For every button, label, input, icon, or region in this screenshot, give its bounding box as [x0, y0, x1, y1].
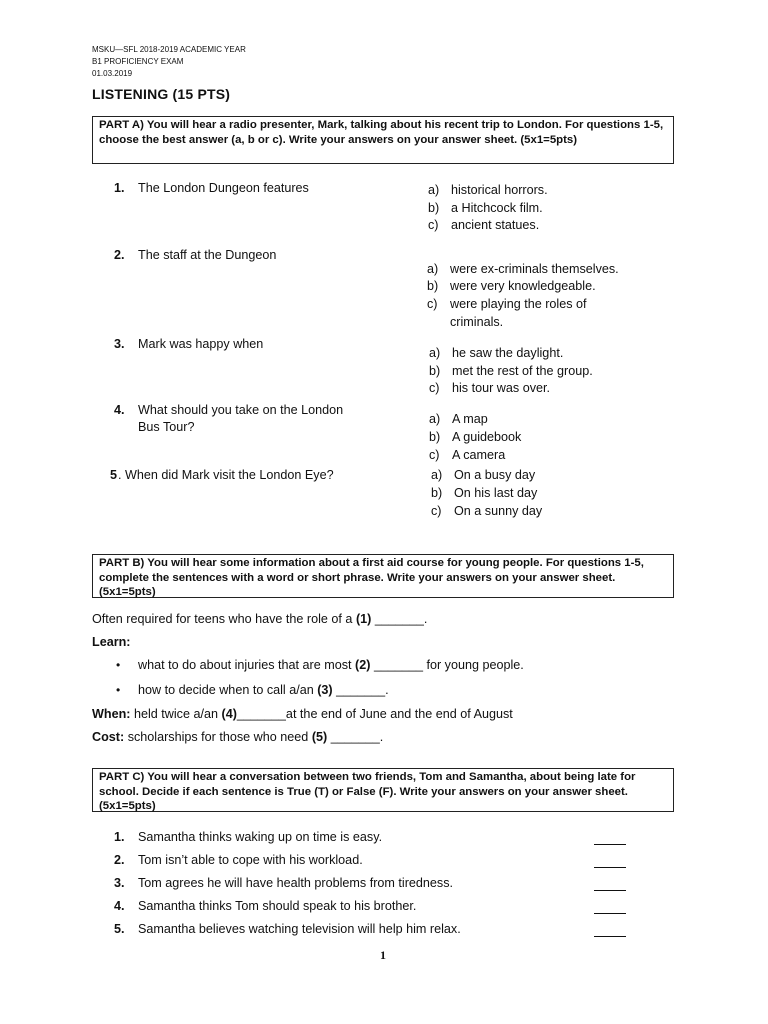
blank: _______at the end of June and the end of August: [236, 707, 513, 721]
question-text: What should you take on the London: [138, 403, 344, 417]
part-b-cost: [92, 730, 383, 744]
statement-number: 1.: [114, 830, 125, 844]
option-letter: b): [429, 364, 441, 378]
statement-number: 2.: [114, 853, 125, 867]
statement-number: 3.: [114, 876, 125, 890]
question-number: 2.: [114, 248, 125, 262]
statement-text: Tom isn’t able to cope with his workload.: [138, 853, 363, 867]
question-text-continued: Bus Tour?: [138, 420, 195, 434]
part-b-when: [92, 707, 513, 721]
learn-label: Learn:: [92, 635, 131, 649]
statement-number: 5.: [114, 922, 125, 936]
cost-label: Cost:: [92, 730, 125, 744]
page-number: 1: [380, 948, 386, 962]
answer-blank: [594, 924, 626, 937]
answer-blank: [594, 832, 626, 845]
blank: _______.: [330, 730, 384, 744]
statement-text: Samantha believes watching television will help him relax.: [138, 922, 461, 936]
option-letter: a): [429, 412, 441, 426]
option-letter: b): [427, 279, 439, 293]
option-text: were ex-criminals themselves.: [450, 262, 619, 276]
option-letter: b): [431, 486, 443, 500]
question-text: The London Dungeon features: [138, 181, 309, 195]
blank: _______.: [336, 683, 389, 697]
sentence-text: how to decide when to call a/an: [138, 683, 314, 697]
option-text: A map: [452, 412, 488, 426]
exam-date: 01.03.2019: [92, 69, 133, 78]
option-letter: b): [428, 201, 440, 215]
question-text: . When did Mark visit the London Eye?: [118, 468, 334, 482]
option-text: On his last day: [454, 486, 538, 500]
option-letter: c): [428, 218, 439, 232]
option-text: his tour was over.: [452, 381, 550, 395]
option-text: a Hitchcock film.: [451, 201, 543, 215]
blank-number: (3): [317, 683, 333, 697]
option-text: met the rest of the group.: [452, 364, 593, 378]
option-letter: c): [429, 448, 440, 462]
statement-number: 4.: [114, 899, 125, 913]
exam-name: B1 PROFICIENCY EXAM: [92, 57, 184, 66]
sentence-text: what to do about injuries that are most: [138, 658, 352, 672]
part-b-bullet-2: [138, 683, 389, 697]
option-letter: a): [431, 468, 443, 482]
option-letter: a): [428, 183, 440, 197]
statement-text: Samantha thinks waking up on time is easy.: [138, 830, 383, 844]
question-number: 5: [110, 468, 118, 482]
sentence-text: Often required for teens who have the role of a: [92, 612, 353, 626]
option-text: A guidebook: [452, 430, 522, 444]
question-text: Mark was happy when: [138, 337, 264, 351]
exam-institution: MSKU—SFL 2018-2019 ACADEMIC YEAR: [92, 45, 246, 54]
option-text: were very knowledgeable.: [450, 279, 596, 293]
part-b-instructions: PART B) You will hear some information about a first aid course for young people. For questions 1-5, complete the sentences with a word or short phrase. Write your answers on your answer sheet. (5x1=5pts): [92, 554, 674, 598]
option-text: criminals.: [450, 315, 504, 329]
statement-text: Samantha thinks Tom should speak to his brother.: [138, 899, 417, 913]
option-letter: a): [429, 346, 441, 360]
option-text: ancient statues.: [451, 218, 540, 232]
part-b-intro: [92, 612, 427, 626]
when-label: When:: [92, 707, 131, 721]
question-number: 1.: [114, 181, 125, 195]
blank-number: (5): [311, 730, 328, 744]
bullet-icon: •: [116, 683, 121, 697]
statement-text: Tom agrees he will have health problems from tiredness.: [138, 876, 453, 890]
option-letter: b): [429, 430, 441, 444]
answer-blank: [594, 901, 626, 914]
option-text: A camera: [452, 448, 506, 462]
section-title: LISTENING (15 PTS): [92, 86, 231, 102]
answer-blank: [594, 855, 626, 868]
option-text: were playing the roles of: [450, 297, 587, 311]
blank-number: (4): [221, 707, 237, 721]
blank: _______ for young people.: [373, 658, 524, 672]
blank-number: (1): [355, 612, 372, 626]
option-letter: c): [427, 297, 438, 311]
option-letter: c): [431, 504, 442, 518]
blank-number: (2): [355, 658, 371, 672]
question-number: 3.: [114, 337, 125, 351]
option-text: historical horrors.: [451, 183, 548, 197]
part-b-bullet-1: [138, 658, 524, 672]
part-c-instructions: PART C) You will hear a conversation between two friends, Tom and Samantha, about being late for school. Decide if each sentence is True (T) or False (F). Write your answers on your answer sheet. (5x1=5pts): [92, 768, 674, 812]
answer-blank: [594, 878, 626, 891]
option-letter: c): [429, 381, 440, 395]
option-text: On a sunny day: [454, 504, 543, 518]
bullet-icon: •: [116, 658, 121, 672]
blank: _______.: [374, 612, 428, 626]
option-text: On a busy day: [454, 468, 536, 482]
sentence-text: held twice a/an: [133, 707, 218, 721]
question-number: 4.: [114, 403, 125, 417]
sentence-text: scholarships for those who need: [127, 730, 309, 744]
part-a-instructions: PART A) You will hear a radio presenter, Mark, talking about his recent trip to London. For questions 1-5, choose the best answer (a, b or c). Write your answers on your answer sheet. (5x1=5pts): [92, 116, 674, 164]
option-text: he saw the daylight.: [452, 346, 564, 360]
option-letter: a): [427, 262, 439, 276]
question-text: The staff at the Dungeon: [138, 248, 277, 262]
